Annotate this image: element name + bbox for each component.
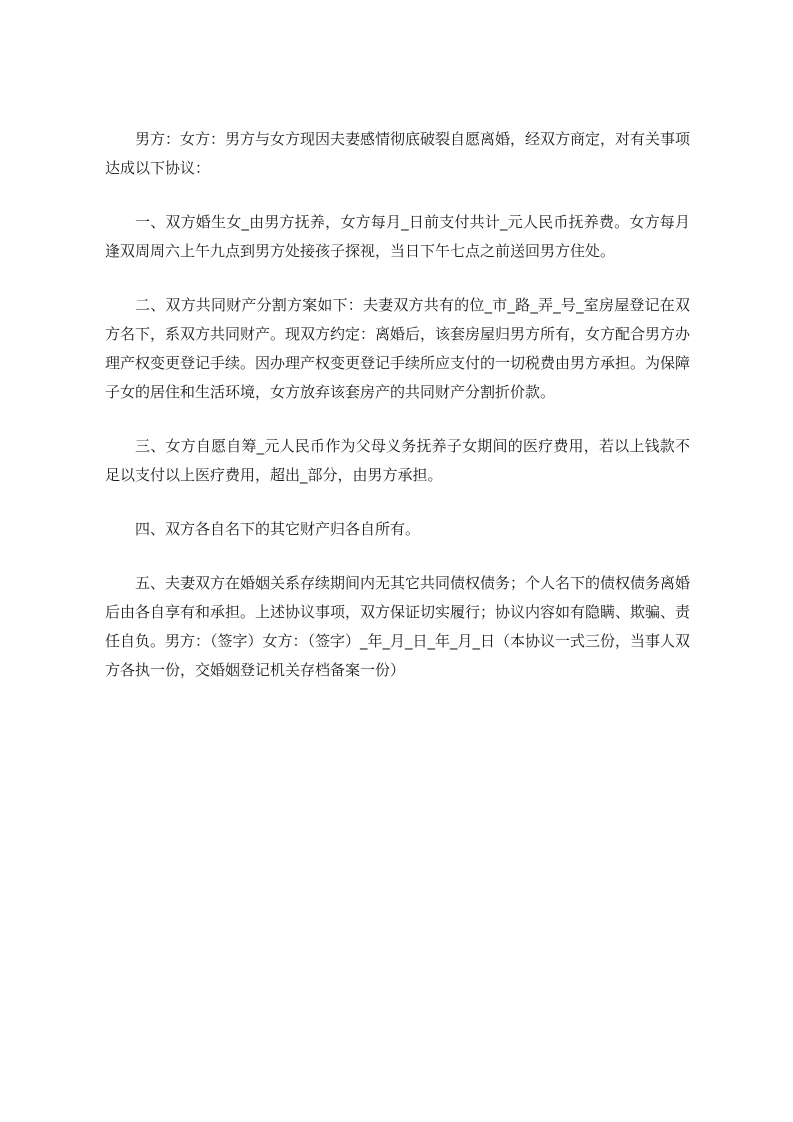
document-body — [105, 125, 690, 685]
clause-2-paragraph: 二、双方共同财产分割方案如下：夫妻双方共有的位_市_路_弄_号_室房屋登记在双方名下，系双方共同财产。现双方约定：离婚后，该套房屋归男方所有，女方配合男方办理产权变更登记手续。因办理产权变更登记手续所应支付的一切税费由男方承担。为保障子女的居住和生活环境，女方放弃该套房产的共同财产分割折价款。 — [105, 296, 691, 401]
clause-3-paragraph: 三、女方自愿自筹_元人民币作为父母义务抚养子女期间的医疗费用，若以上钱款不足以支付以上医疗费用，超出_部分，由男方承担。 — [105, 437, 690, 484]
clause-1-paragraph: 一、双方婚生女_由男方抚养，女方每月_日前支付共计_元人民币抚养费。女方每月逢双周周六上午九点到男方处接孩子探视，当日下午七点之前送回男方住处。 — [105, 213, 690, 260]
clause-5-paragraph: 五、夫妻双方在婚姻关系存续期间内无其它共同债权债务；个人名下的债权债务离婚后由各自享有和承担。上述协议事项，双方保证切实履行；协议内容如有隐瞒、欺骗、责任自负。男方：（签字）女方：（签字）_年_月_日_年_月_日（本协议一式三份，当事人双方各执一份，交婚姻登记机关存档备案一份） — [105, 574, 691, 679]
clause-4-paragraph: 四、双方各自名下的其它财产归各自所有。 — [135, 520, 421, 538]
intro-paragraph: 男方：女方：男方与女方现因夫妻感情彻底破裂自愿离婚，经双方商定，对有关事项达成以下协议： — [105, 130, 691, 177]
